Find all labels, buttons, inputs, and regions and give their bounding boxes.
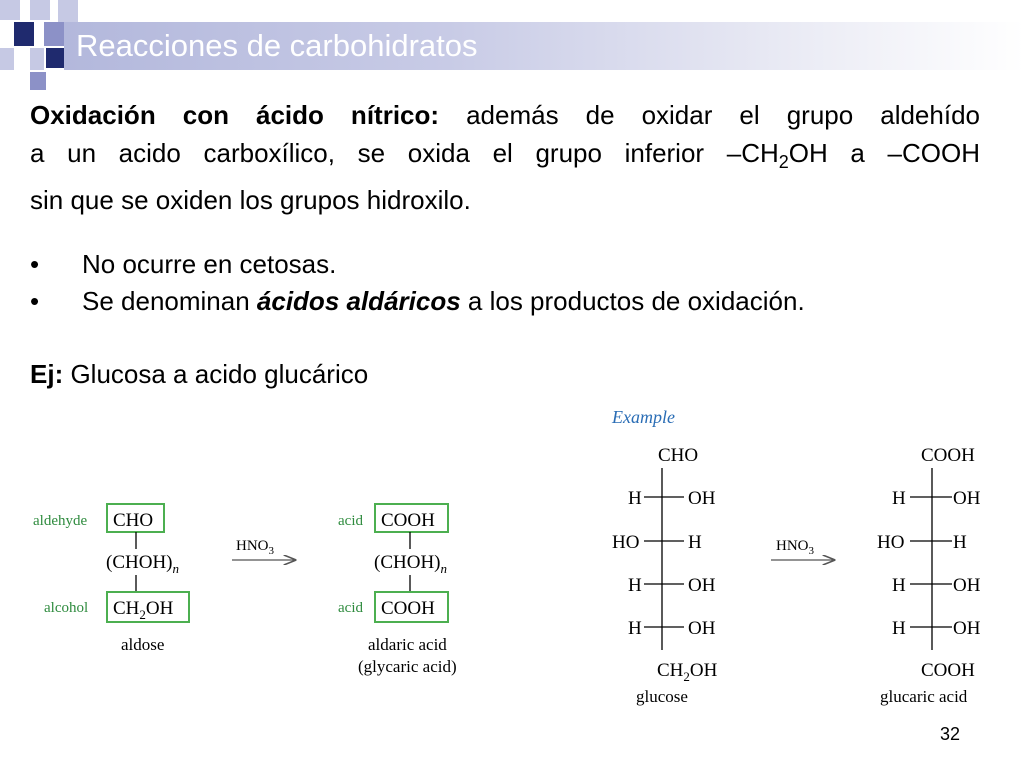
bullet-text-post: a los productos de oxidación. — [460, 286, 805, 316]
row-left: H — [628, 575, 642, 596]
label-aldehyde: aldehyde — [33, 513, 88, 529]
row-right: OH — [688, 618, 716, 639]
decor-square — [14, 22, 34, 46]
name-aldose: aldose — [121, 635, 165, 654]
row-right: OH — [953, 575, 981, 596]
name-aldaric: aldaric acid — [368, 635, 447, 654]
glucose-top: CHO — [658, 445, 699, 466]
group-cooh-bottom: COOH — [381, 598, 435, 619]
example-label: Ej: — [30, 359, 64, 389]
bold-lead: Oxidación con ácido nítrico: — [30, 100, 440, 130]
cho-box — [107, 504, 164, 532]
chain-chohn: $(CHOH)_n$ — [106, 552, 179, 576]
decor-square — [46, 48, 64, 68]
bullet-symbol: • — [30, 249, 40, 279]
aldaric-term: ácidos aldáricos — [256, 286, 461, 316]
paragraph-text: a un acido carboxílico, se oxida el grupo inferior –CH — [30, 138, 779, 168]
label-alcohol: alcohol — [44, 600, 89, 616]
paragraph-text: además de oxidar el grupo aldehído — [439, 100, 980, 130]
example-heading: Example — [612, 407, 675, 427]
acid-top: COOH — [921, 445, 975, 466]
intro-paragraph — [30, 96, 980, 219]
acid-name: glucaric acid — [880, 687, 968, 706]
glucose-name: glucose — [636, 687, 688, 706]
decor-square — [30, 48, 44, 70]
slide-title: Reacciones de carbohidratos — [76, 28, 478, 63]
reagent-hno3: $HNO_3$ — [776, 538, 814, 557]
glucose-rows — [612, 488, 716, 639]
row-right: OH — [953, 488, 981, 509]
decor-square — [30, 72, 46, 90]
subscript: 2 — [778, 152, 789, 173]
row-right: OH — [953, 618, 981, 639]
paragraph-line-2 — [30, 134, 980, 181]
reagent-hno3: $HNO_3$ — [236, 538, 274, 557]
chain-chohn: $(CHOH)_n$ — [374, 552, 447, 576]
row-left: H — [628, 488, 642, 509]
row-left: HO — [877, 532, 905, 553]
acid-bottom: COOH — [921, 660, 975, 681]
acid-rows — [877, 488, 981, 639]
cooh-box-bottom — [375, 592, 448, 622]
glucose-bottom: $CH_2OH$ — [657, 660, 718, 684]
row-right: H — [688, 532, 702, 553]
name-glycaric: (glycaric acid) — [358, 657, 457, 676]
ch2oh-box — [107, 592, 189, 622]
decor-square — [44, 22, 66, 46]
group-cho: CHO — [113, 510, 154, 531]
row-left: HO — [612, 532, 640, 553]
bullet-text — [82, 286, 805, 317]
decor-square — [30, 0, 50, 20]
row-right: OH — [688, 575, 716, 596]
decor-square — [0, 0, 20, 20]
row-left: H — [892, 575, 906, 596]
paragraph-line-1 — [30, 96, 980, 134]
paragraph-text: OH a –COOH — [788, 138, 980, 168]
row-right: H — [953, 532, 967, 553]
decor-square — [58, 0, 78, 22]
group-ch2oh: $CH_2OH$ — [113, 598, 174, 622]
bullet-symbol: • — [30, 286, 40, 316]
bullet-text: No ocurre en cetosas. — [82, 249, 337, 279]
example-text: Glucosa a acido glucárico — [63, 359, 369, 389]
example-line — [30, 359, 368, 390]
bullet-text-pre: Se denominan — [82, 286, 257, 316]
page-number: 32 — [940, 724, 961, 744]
row-right: OH — [688, 488, 716, 509]
paragraph-line-3: sin que se oxiden los grupos hidroxilo. — [30, 185, 471, 216]
group-cooh-top: COOH — [381, 510, 435, 531]
row-left: H — [892, 618, 906, 639]
row-left: H — [892, 488, 906, 509]
label-acid-bottom: acid — [338, 600, 363, 616]
cooh-box-top — [375, 504, 448, 532]
decor-square — [0, 48, 14, 70]
label-acid-top: acid — [338, 513, 363, 529]
row-left: H — [628, 618, 642, 639]
